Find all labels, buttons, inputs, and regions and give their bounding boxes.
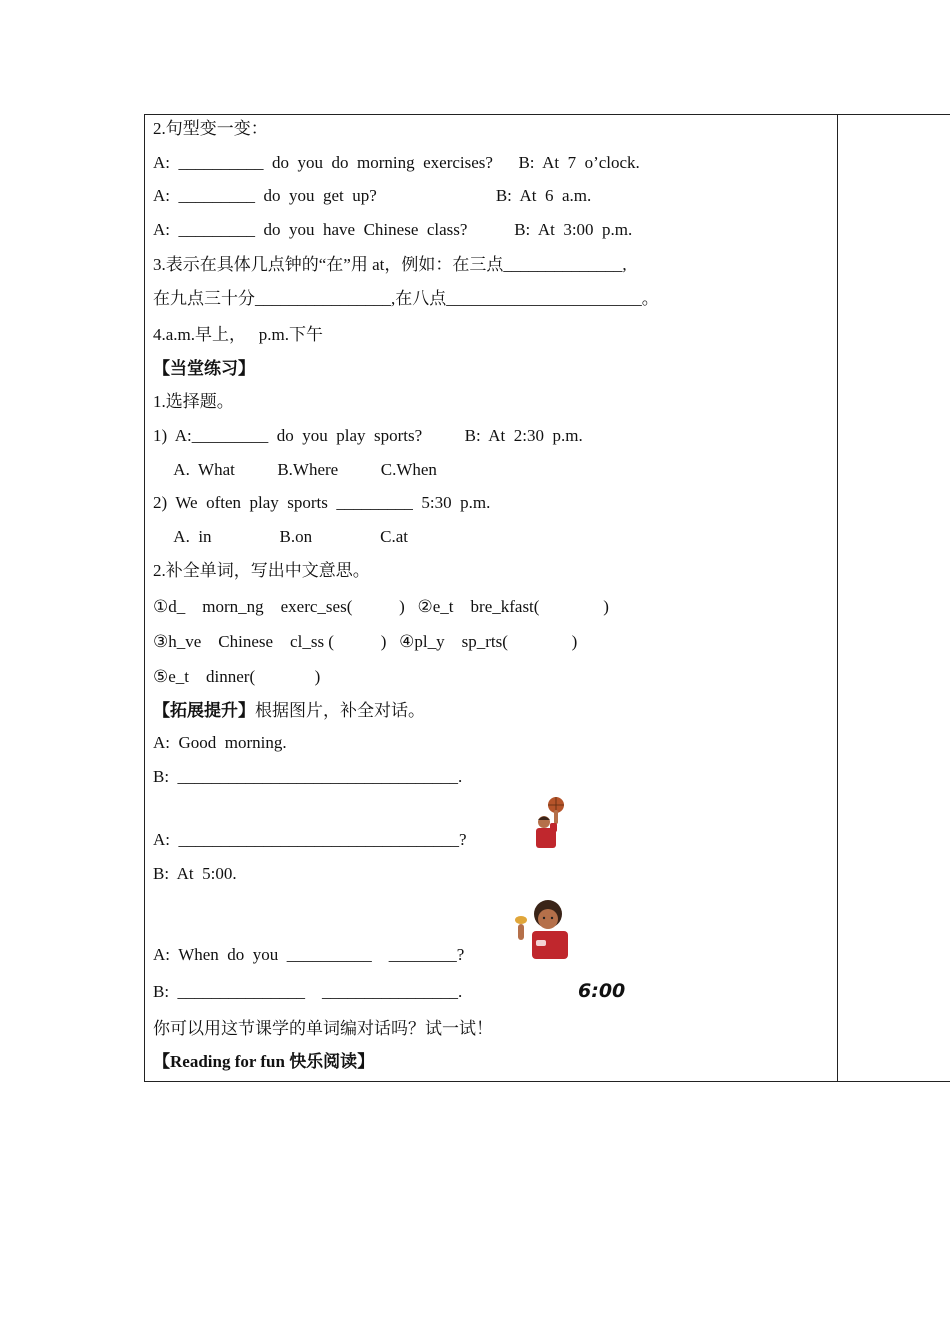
boy-eating-picture (510, 896, 578, 962)
words-title: 2.补全单词，写出中文意思。 (153, 561, 370, 580)
extension-line (153, 701, 425, 721)
words-row-2: ③h_ve Chinese cl_ss ( ) ④pl_y sp_rts( ) (153, 632, 578, 651)
choice-question-1: 1) A:_________ do you play sports? B: At 2:30 p.m. (153, 426, 583, 445)
dialog-line-2: B: _________________________________. (153, 767, 463, 786)
note-4: 4.a.m.早上， p.m.下午 (153, 325, 323, 344)
dialog-line-1: A: Good morning. (153, 733, 287, 752)
choice-options-1: A. What B.Where C.When (153, 460, 437, 479)
transform-question-3: A: _________ do you have Chinese class? B: At 3:00 p.m. (153, 220, 633, 239)
food-icon (515, 916, 527, 924)
transform-question-2: A: _________ do you get up? B: At 6 a.m. (153, 186, 592, 205)
time-label: 6:00 (578, 980, 626, 1002)
reading-title-cn: 快乐阅读 (284, 1052, 358, 1071)
table-column-divider (837, 114, 838, 1082)
dialog-line-3: A: _________________________________? (153, 830, 467, 849)
choice-title: 1.选择题。 (153, 392, 234, 411)
choice-question-2: 2) We often play sports _________ 5:30 p.m. (153, 493, 491, 512)
note-3-line-2: 在九点三十分________________,在八点_______________________。 (153, 289, 659, 308)
dialog-line-4: B: At 5:00. (153, 864, 237, 883)
practice-heading: 【当堂练习】 (153, 359, 255, 378)
extension-instruction: 根据图片，补全对话。 (255, 701, 425, 720)
reading-bracket-open: 【 (153, 1052, 170, 1071)
extension-heading: 【拓展提升】 (153, 701, 255, 720)
dialog-line-5: A: When do you __________ ________? (153, 945, 465, 964)
words-row-1: ①d_ morn_ng exerc_ses( ) ②e_t bre_kfast( ) (153, 597, 609, 616)
choice-options-2: A. in B.on C.at (153, 527, 409, 546)
closing-prompt: 你可以用这节课学的单词编对话吗？试一试！ (153, 1019, 493, 1038)
words-row-3: ⑤e_t dinner( ) (153, 667, 321, 686)
transform-question-1: A: __________ do you do morning exercises? B: At 7 o’clock. (153, 153, 640, 172)
sentence-transform-title: 2.句型变一变： (153, 119, 268, 138)
reading-heading (153, 1052, 374, 1072)
dialog-line-6: B: _______________ ________________. (153, 982, 463, 1001)
reading-bracket-close: 】 (357, 1052, 375, 1071)
reading-title: Reading for fun (170, 1052, 285, 1071)
note-3-line-1: 3.表示在具体几点钟的“在”用 at，例如：在三点______________, (153, 255, 627, 274)
boy-basketball-picture (528, 796, 570, 850)
